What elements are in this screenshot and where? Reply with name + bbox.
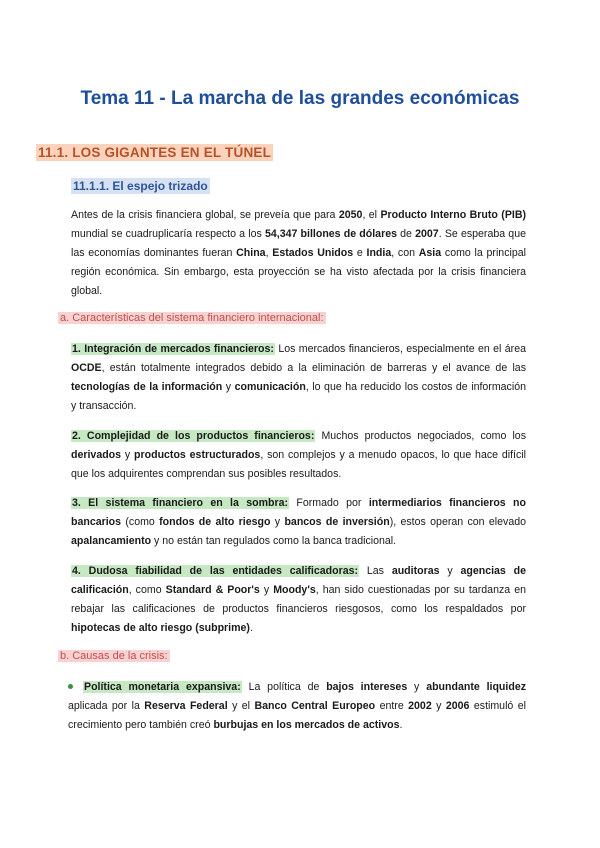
bullet-icon: [68, 684, 73, 689]
section-heading: 11.1. LOS GIGANTES EN EL TÚNEL: [38, 145, 272, 160]
bullet-item: Política monetaria expansiva: La política de bajos intereses y abundante liquidez aplicada por la Reserva Federal y el Banco Central Europeo entre 2002 y 2006 estimuló el crecimiento pero también creó burbujas en los mercados de activos.: [68, 681, 527, 731]
list-item-2: 2. Complejidad de los productos financieros: Muchos productos negociados, como los derivados y productos estructurados, son complejos y a menudo opacos, lo que hace difícil que los adquirentes comprendan sus posibles resultados.: [71, 430, 526, 480]
intro-paragraph: Antes de la crisis financiera global, se preveía que para 2050, el Producto Interno Bruto (PIB) mundial se cuadruplicaría respecto a los 54,347 billones de dólares de 2007. Se esperaba que las economías dominantes fueran China, Estados Unidos e India, con Asia como la principal región económica. Sin embargo, esta proyección se ha visto afectada por la crisis financiera global.: [71, 209, 527, 297]
list-item-4: 4. Dudosa fiabilidad de las entidades calificadoras: Las auditoras y agencias de calificación, como Standard & Poor's y Moody's, han sido cuestionadas por su tardanza en rebajar las calificaciones de productos financieros riesgosos, como los respaldados por hipotecas de alto riesgo (subprime).: [71, 565, 527, 634]
list-item-1: 1. Integración de mercados financieros: Los mercados financieros, especialmente en el área OCDE, están totalmente integrados debido a la eliminación de barreras y el avance de las tecnologías de la información y comunicación, lo que ha reducido los costos de información y transacción.: [71, 343, 526, 412]
page-title: Tema 11 - La marcha de las grandes económicas: [80, 88, 520, 109]
heading-a: a. Características del sistema financiero internacional:: [60, 312, 324, 324]
heading-b: b. Causas de la crisis:: [60, 650, 168, 662]
list-item-3: 3. El sistema financiero en la sombra: Formado por intermediarios financieros no bancarios (como fondos de alto riesgo y bancos de inversión), estos operan con elevado apalancamiento y no están tan regulados como la banca tradicional.: [71, 497, 527, 547]
subsection-heading: 11.1.1. El espejo trizado: [73, 179, 208, 193]
